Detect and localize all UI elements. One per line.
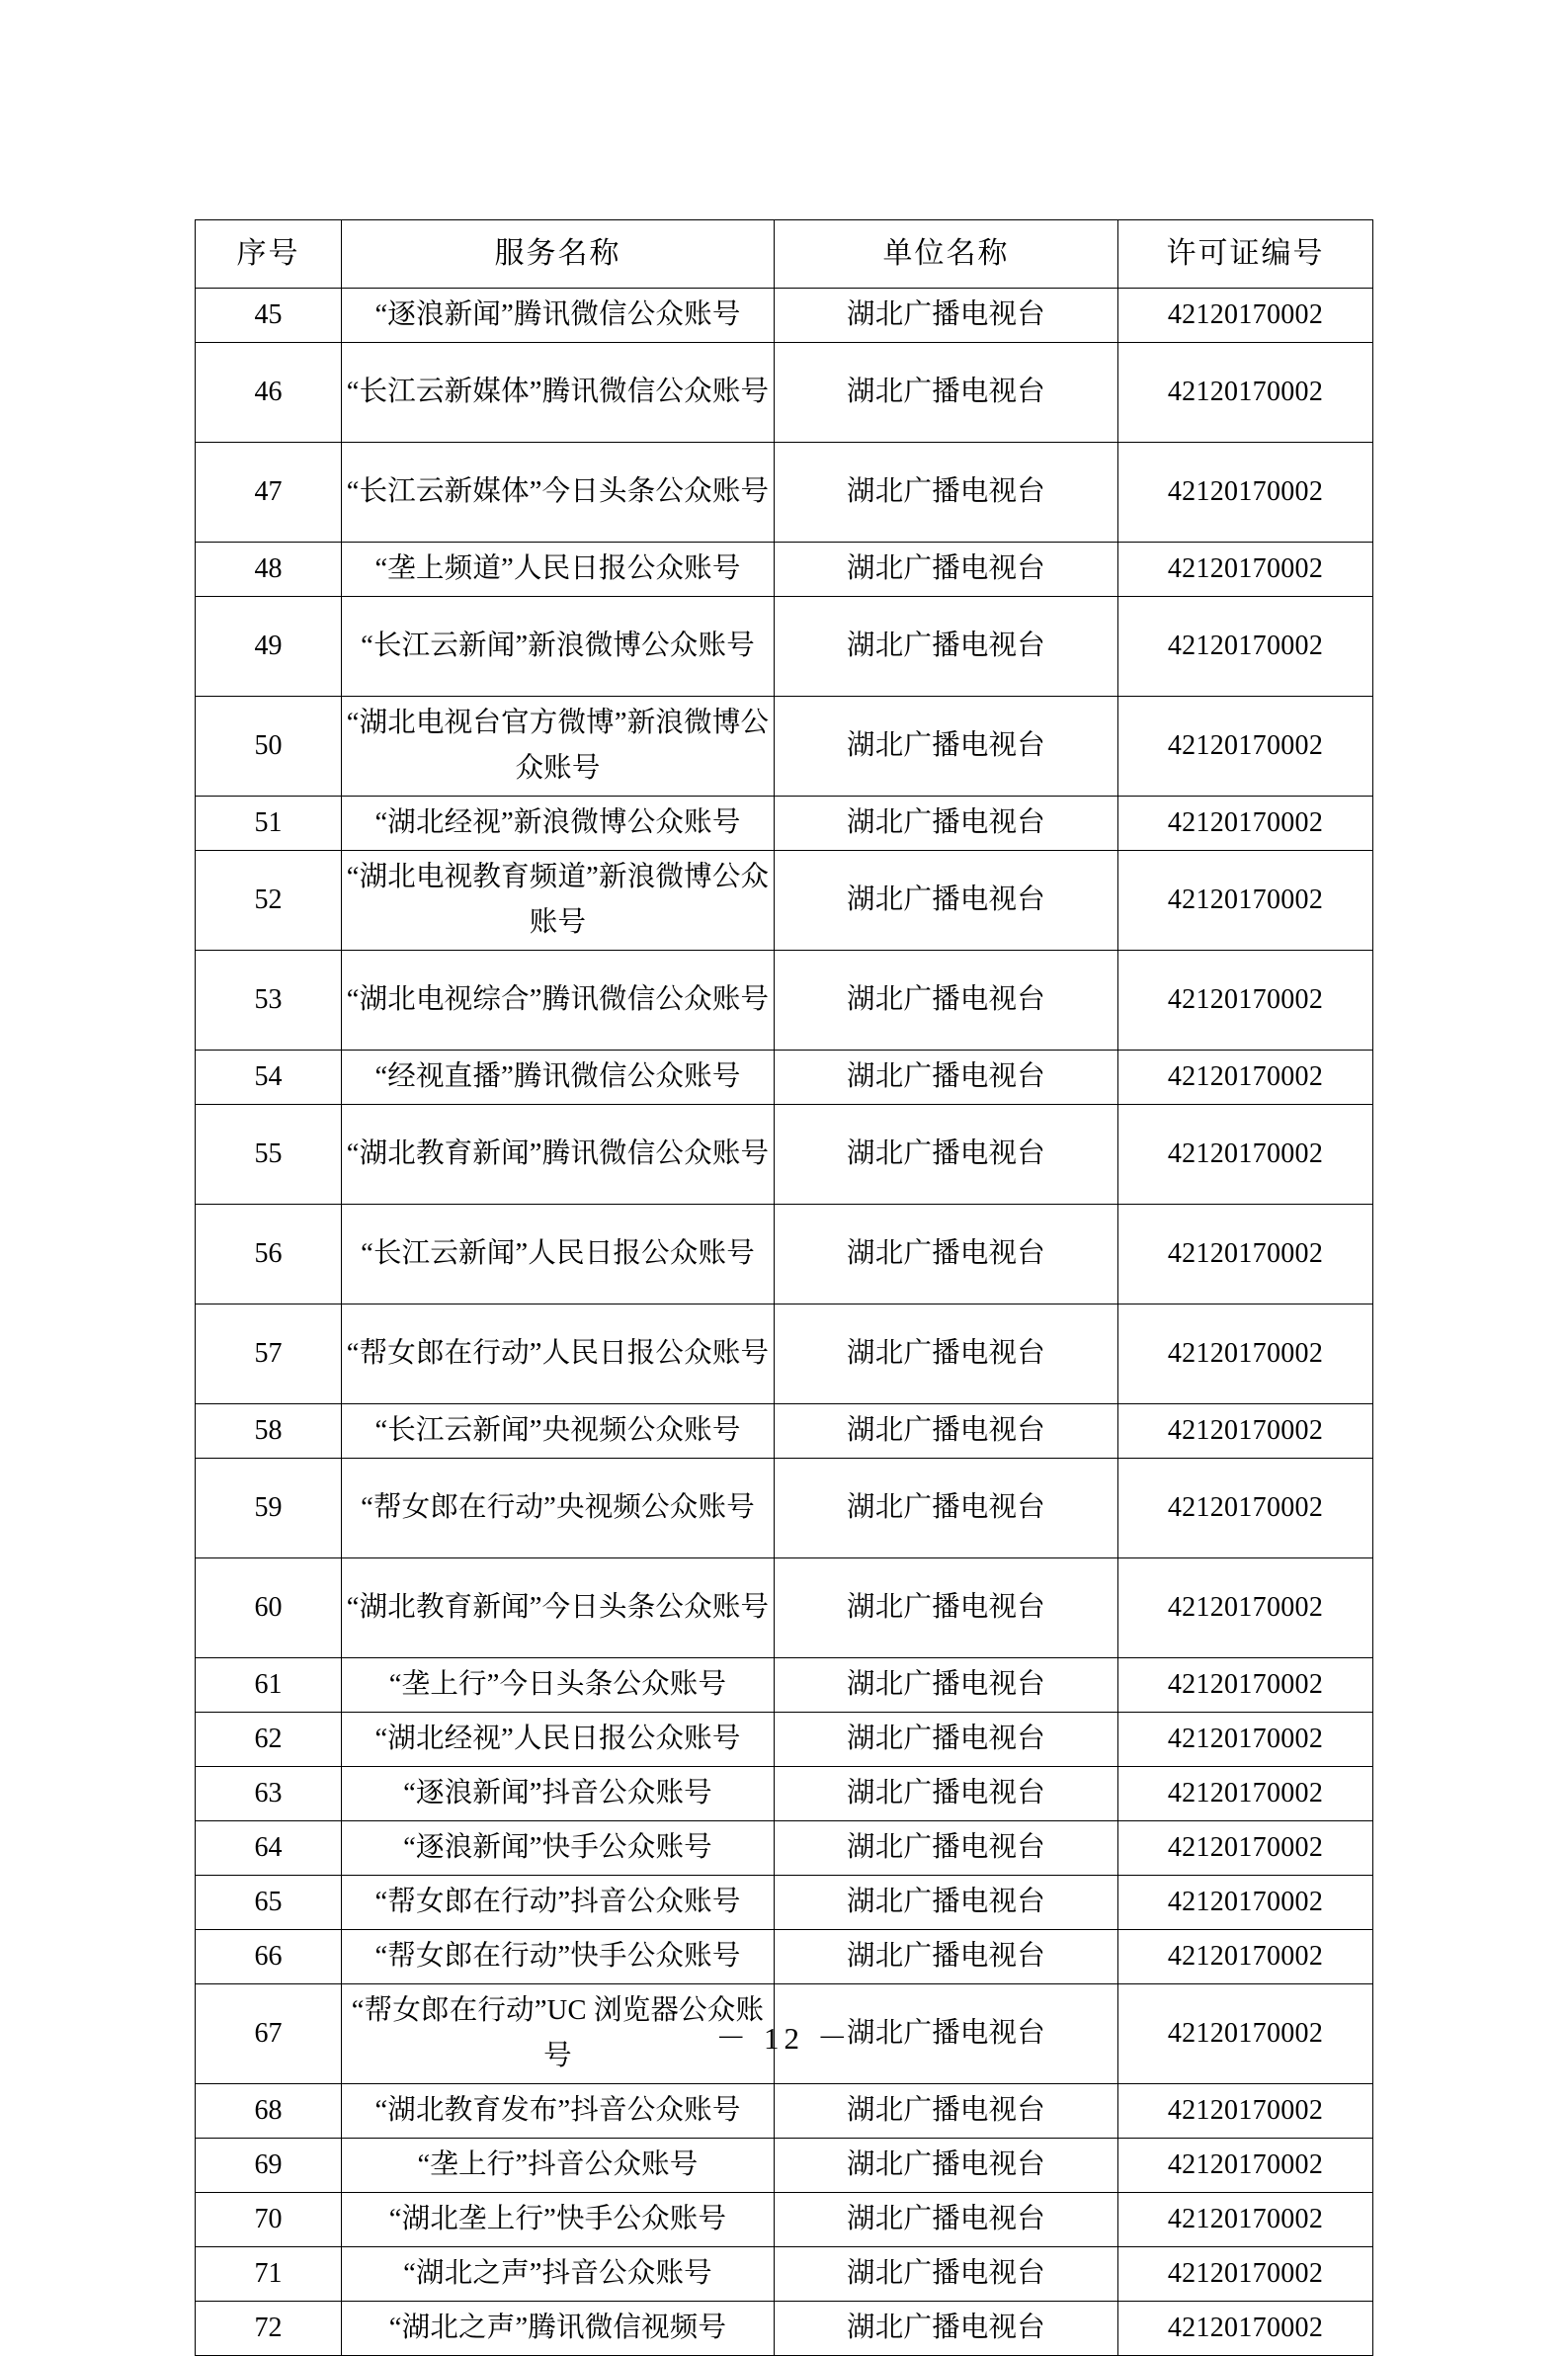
cell-seq: 69 (196, 2139, 342, 2193)
cell-unit-name: 湖北广播电视台 (775, 543, 1118, 597)
table-row (196, 443, 1373, 543)
cell-service-name: “湖北经视”人民日报公众账号 (342, 1713, 775, 1767)
table-header-row (196, 220, 1373, 289)
table-row (196, 1459, 1373, 1558)
cell-license-no: 42120170002 (1118, 1713, 1373, 1767)
cell-seq: 63 (196, 1767, 342, 1821)
table-row (196, 289, 1373, 343)
table-row (196, 1930, 1373, 1984)
table-row (196, 1304, 1373, 1404)
cell-unit-name: 湖北广播电视台 (775, 1876, 1118, 1930)
cell-license-no: 42120170002 (1118, 1876, 1373, 1930)
column-header-license-no: 许可证编号 (1118, 220, 1373, 289)
cell-unit-name: 湖北广播电视台 (775, 1404, 1118, 1459)
cell-service-name: “逐浪新闻”腾讯微信公众账号 (342, 289, 775, 343)
cell-seq: 64 (196, 1821, 342, 1876)
cell-license-no: 42120170002 (1118, 1930, 1373, 1984)
cell-license-no: 42120170002 (1118, 1105, 1373, 1205)
cell-seq: 67 (196, 1984, 342, 2084)
cell-seq: 45 (196, 289, 342, 343)
cell-seq: 48 (196, 543, 342, 597)
cell-unit-name: 湖北广播电视台 (775, 951, 1118, 1051)
cell-unit-name: 湖北广播电视台 (775, 2247, 1118, 2302)
cell-service-name: “帮女郎在行动”抖音公众账号 (342, 1876, 775, 1930)
cell-license-no: 42120170002 (1118, 1821, 1373, 1876)
table-row (196, 1105, 1373, 1205)
cell-license-no: 42120170002 (1118, 543, 1373, 597)
cell-license-no: 42120170002 (1118, 343, 1373, 443)
cell-service-name: “湖北之声”腾讯微信视频号 (342, 2302, 775, 2356)
table-row (196, 1821, 1373, 1876)
cell-license-no: 42120170002 (1118, 1558, 1373, 1658)
cell-seq: 47 (196, 443, 342, 543)
cell-unit-name: 湖北广播电视台 (775, 597, 1118, 697)
cell-seq: 54 (196, 1051, 342, 1105)
cell-service-name: “垄上频道”人民日报公众账号 (342, 543, 775, 597)
cell-service-name: “长江云新媒体”今日头条公众账号 (342, 443, 775, 543)
table-row (196, 343, 1373, 443)
cell-unit-name: 湖北广播电视台 (775, 1205, 1118, 1304)
cell-service-name: “帮女郎在行动”快手公众账号 (342, 1930, 775, 1984)
cell-license-no: 42120170002 (1118, 1984, 1373, 2084)
table-row (196, 1713, 1373, 1767)
table-row (196, 2193, 1373, 2247)
cell-license-no: 42120170002 (1118, 1205, 1373, 1304)
cell-service-name: “湖北垄上行”快手公众账号 (342, 2193, 775, 2247)
cell-seq: 60 (196, 1558, 342, 1658)
table-row (196, 1205, 1373, 1304)
cell-service-name: “帮女郎在行动”UC 浏览器公众账号 (342, 1984, 775, 2084)
table-row (196, 1558, 1373, 1658)
cell-unit-name: 湖北广播电视台 (775, 1767, 1118, 1821)
cell-service-name: “湖北教育新闻”今日头条公众账号 (342, 1558, 775, 1658)
cell-seq: 46 (196, 343, 342, 443)
cell-unit-name: 湖北广播电视台 (775, 289, 1118, 343)
cell-license-no: 42120170002 (1118, 1304, 1373, 1404)
cell-license-no: 42120170002 (1118, 1658, 1373, 1713)
cell-license-no: 42120170002 (1118, 1767, 1373, 1821)
cell-unit-name: 湖北广播电视台 (775, 443, 1118, 543)
cell-license-no: 42120170002 (1118, 2139, 1373, 2193)
cell-service-name: “湖北电视综合”腾讯微信公众账号 (342, 951, 775, 1051)
cell-service-name: “湖北之声”抖音公众账号 (342, 2247, 775, 2302)
cell-unit-name: 湖北广播电视台 (775, 1984, 1118, 2084)
cell-unit-name: 湖北广播电视台 (775, 1713, 1118, 1767)
cell-unit-name: 湖北广播电视台 (775, 1821, 1118, 1876)
cell-unit-name: 湖北广播电视台 (775, 1558, 1118, 1658)
cell-unit-name: 湖北广播电视台 (775, 1658, 1118, 1713)
cell-unit-name: 湖北广播电视台 (775, 1459, 1118, 1558)
cell-seq: 71 (196, 2247, 342, 2302)
cell-license-no: 42120170002 (1118, 2084, 1373, 2139)
table-row (196, 2302, 1373, 2356)
cell-unit-name: 湖北广播电视台 (775, 1105, 1118, 1205)
cell-license-no: 42120170002 (1118, 289, 1373, 343)
table-row (196, 697, 1373, 797)
table-row (196, 951, 1373, 1051)
cell-seq: 70 (196, 2193, 342, 2247)
cell-service-name: “湖北教育新闻”腾讯微信公众账号 (342, 1105, 775, 1205)
cell-seq: 51 (196, 797, 342, 851)
cell-service-name: “帮女郎在行动”央视频公众账号 (342, 1459, 775, 1558)
cell-service-name: “逐浪新闻”快手公众账号 (342, 1821, 775, 1876)
cell-service-name: “湖北教育发布”抖音公众账号 (342, 2084, 775, 2139)
cell-license-no: 42120170002 (1118, 2247, 1373, 2302)
cell-unit-name: 湖北广播电视台 (775, 851, 1118, 951)
cell-license-no: 42120170002 (1118, 597, 1373, 697)
table-row (196, 1404, 1373, 1459)
table-header (196, 220, 1373, 289)
table-row (196, 2084, 1373, 2139)
cell-seq: 66 (196, 1930, 342, 1984)
cell-seq: 72 (196, 2302, 342, 2356)
cell-service-name: “逐浪新闻”抖音公众账号 (342, 1767, 775, 1821)
cell-seq: 56 (196, 1205, 342, 1304)
cell-unit-name: 湖北广播电视台 (775, 797, 1118, 851)
cell-service-name: “湖北电视教育频道”新浪微博公众账号 (342, 851, 775, 951)
table-row (196, 851, 1373, 951)
table-row (196, 597, 1373, 697)
cell-unit-name: 湖北广播电视台 (775, 2193, 1118, 2247)
cell-unit-name: 湖北广播电视台 (775, 2139, 1118, 2193)
cell-seq: 62 (196, 1713, 342, 1767)
cell-license-no: 42120170002 (1118, 951, 1373, 1051)
cell-license-no: 42120170002 (1118, 1459, 1373, 1558)
page-number: － 12 － (715, 2021, 853, 2056)
cell-seq: 57 (196, 1304, 342, 1404)
cell-seq: 61 (196, 1658, 342, 1713)
table-row (196, 1876, 1373, 1930)
cell-license-no: 42120170002 (1118, 851, 1373, 951)
cell-seq: 58 (196, 1404, 342, 1459)
cell-unit-name: 湖北广播电视台 (775, 1304, 1118, 1404)
cell-unit-name: 湖北广播电视台 (775, 2084, 1118, 2139)
cell-unit-name: 湖北广播电视台 (775, 2302, 1118, 2356)
cell-unit-name: 湖北广播电视台 (775, 343, 1118, 443)
table-row (196, 1658, 1373, 1713)
table-row (196, 543, 1373, 597)
cell-service-name: “长江云新闻”新浪微博公众账号 (342, 597, 775, 697)
cell-service-name: “长江云新闻”央视频公众账号 (342, 1404, 775, 1459)
column-header-unit-name: 单位名称 (775, 220, 1118, 289)
cell-seq: 68 (196, 2084, 342, 2139)
cell-license-no: 42120170002 (1118, 443, 1373, 543)
cell-seq: 50 (196, 697, 342, 797)
cell-license-no: 42120170002 (1118, 2302, 1373, 2356)
cell-unit-name: 湖北广播电视台 (775, 697, 1118, 797)
cell-seq: 49 (196, 597, 342, 697)
column-header-service-name: 服务名称 (342, 220, 775, 289)
cell-license-no: 42120170002 (1118, 797, 1373, 851)
cell-seq: 52 (196, 851, 342, 951)
cell-service-name: “垄上行”今日头条公众账号 (342, 1658, 775, 1713)
cell-service-name: “经视直播”腾讯微信公众账号 (342, 1051, 775, 1105)
table-row (196, 2139, 1373, 2193)
table-row (196, 1767, 1373, 1821)
cell-service-name: “垄上行”抖音公众账号 (342, 2139, 775, 2193)
cell-service-name: “湖北电视台官方微博”新浪微博公众账号 (342, 697, 775, 797)
table-row (196, 1051, 1373, 1105)
cell-seq: 53 (196, 951, 342, 1051)
cell-license-no: 42120170002 (1118, 1404, 1373, 1459)
cell-license-no: 42120170002 (1118, 2193, 1373, 2247)
cell-license-no: 42120170002 (1118, 1051, 1373, 1105)
cell-unit-name: 湖北广播电视台 (775, 1051, 1118, 1105)
cell-service-name: “长江云新媒体”腾讯微信公众账号 (342, 343, 775, 443)
cell-seq: 59 (196, 1459, 342, 1558)
table-row (196, 797, 1373, 851)
column-header-seq: 序号 (196, 220, 342, 289)
cell-service-name: “帮女郎在行动”人民日报公众账号 (342, 1304, 775, 1404)
cell-license-no: 42120170002 (1118, 697, 1373, 797)
cell-unit-name: 湖北广播电视台 (775, 1930, 1118, 1984)
cell-seq: 65 (196, 1876, 342, 1930)
cell-service-name: “湖北经视”新浪微博公众账号 (342, 797, 775, 851)
cell-seq: 55 (196, 1105, 342, 1205)
table-row (196, 2247, 1373, 2302)
cell-service-name: “长江云新闻”人民日报公众账号 (342, 1205, 775, 1304)
